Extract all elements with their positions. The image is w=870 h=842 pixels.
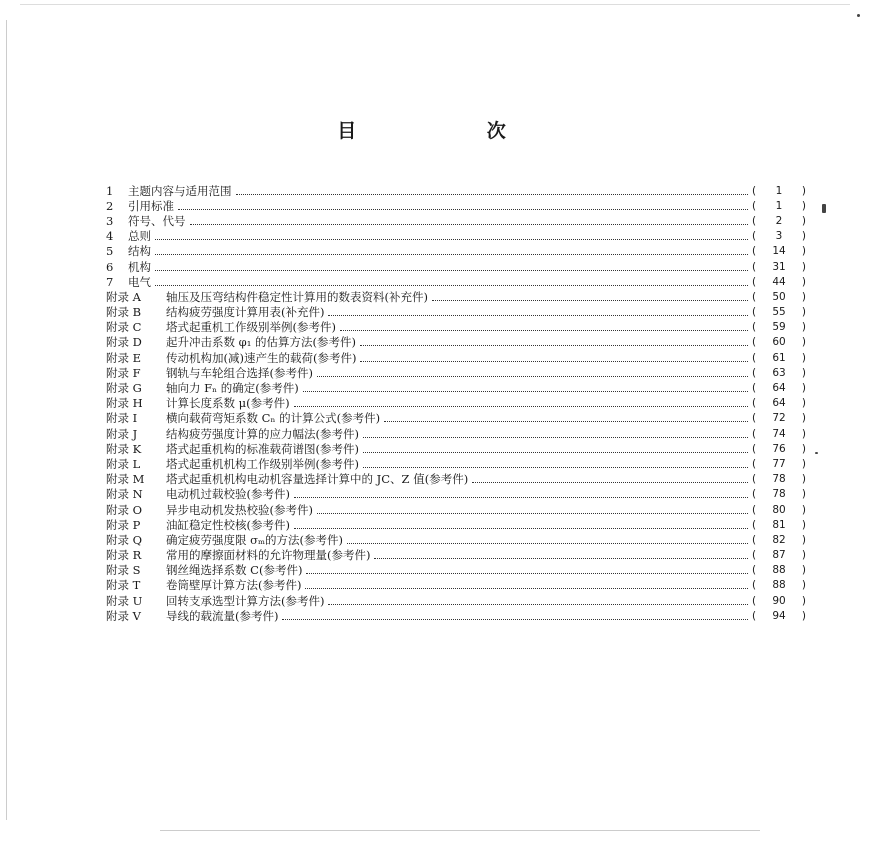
dot-leader [317,375,748,377]
page-paren-open: ( [752,473,757,486]
toc-entry-number: 附录 L [106,456,141,471]
toc-entry-page [752,261,806,273]
toc-entry-number: 附录 R [106,548,142,563]
toc-entry-title: 塔式起重机构的标准载荷谱图(参考件) [166,441,359,456]
toc-entry-page [752,488,806,500]
toc-entry-title: 电动机过载校验(参考件) [166,487,290,502]
dot-leader [305,587,748,589]
dot-leader [155,238,748,240]
toc-entry-title: 结构 [128,244,151,259]
page-paren-open: ( [752,594,757,607]
dot-leader [347,542,748,544]
toc-entry-number: 5 [106,244,114,259]
page-paren-open: ( [752,306,757,319]
page-paren-close: ) [801,336,806,349]
toc-entry-page [752,549,806,561]
dot-leader [303,390,748,392]
page-paren-close: ) [801,351,806,364]
page-paren-open: ( [752,351,757,364]
toc-entry-number: 7 [106,274,114,289]
toc-page-number: 74 [772,427,786,440]
page-title: 目 次 [337,120,568,142]
page-paren-open: ( [752,382,757,395]
table-of-contents [106,183,806,623]
dot-leader [155,253,748,255]
toc-entry[interactable] [106,593,806,608]
dot-leader [432,299,748,301]
page-paren-open: ( [752,199,757,212]
toc-entry-page [752,306,806,318]
dot-leader [328,603,748,605]
toc-entry-number: 附录 P [106,517,141,532]
toc-entry-title: 确定疲劳强度限 σₘ的方法(参考件) [166,532,344,547]
toc-page-number: 1 [775,184,783,197]
dot-leader [282,618,748,620]
page-paren-close: ) [801,321,806,334]
toc-entry-title: 钢丝绳选择系数 C(参考件) [166,563,303,578]
page-paren-close: ) [801,290,806,303]
toc-entry-number: 附录 J [106,426,138,441]
page-paren-open: ( [752,518,757,531]
toc-entry-title: 塔式起重机机构电动机容量选择计算中的 JC、Z 值(参考件) [166,472,469,487]
toc-entry-title: 电气 [128,274,151,289]
toc-entry-page [752,215,806,227]
scan-border-bottom [160,830,760,831]
dot-leader [360,360,748,362]
toc-entry-number: 4 [106,229,114,244]
toc-page-number: 77 [772,457,786,470]
toc-entry[interactable] [106,502,806,517]
page-paren-open: ( [752,336,757,349]
page-paren-close: ) [801,275,806,288]
toc-entry-number: 附录 B [106,305,142,320]
toc-page-number: 81 [772,518,786,531]
dot-leader [360,344,748,346]
toc-entry-number: 附录 T [106,578,141,593]
toc-entry[interactable] [106,305,806,320]
dot-leader [294,527,748,529]
toc-entry-number: 附录 M [106,472,145,487]
toc-entry-title: 计算长度系数 μ(参考件) [166,396,290,411]
toc-entry-number: 附录 Q [106,532,143,547]
page-paren-close: ) [801,199,806,212]
page-paren-open: ( [752,488,757,501]
toc-entry-title: 主题内容与适用范围 [128,183,232,198]
dot-leader [363,451,748,453]
dot-leader [155,284,748,286]
dot-leader [340,329,748,331]
toc-entry-number: 附录 V [106,608,141,623]
toc-entry-title: 结构疲劳强度计算的应力幅法(参考件) [166,426,359,441]
toc-entry-title: 机构 [128,259,151,274]
dot-leader [374,557,748,559]
toc-entry-page [752,595,806,607]
toc-entry-title: 横向载荷弯矩系数 Cₙ 的计算公式(参考件) [166,411,381,426]
toc-entry-title: 起升冲击系数 φ₁ 的估算方法(参考件) [166,335,356,350]
toc-page-number: 87 [772,549,786,562]
toc-page-number: 61 [772,351,786,364]
dot-leader [190,223,749,225]
toc-page-number: 78 [772,473,786,486]
page-paren-open: ( [752,397,757,410]
toc-entry[interactable] [106,517,806,532]
page-paren-open: ( [752,290,757,303]
page-paren-open: ( [752,503,757,516]
toc-page-number: 31 [772,260,786,273]
dot-leader [178,208,748,210]
toc-page-number: 90 [772,594,786,607]
page-paren-open: ( [752,609,757,622]
toc-entry-page [752,185,806,197]
toc-entry-page [752,473,806,485]
dot-leader [317,512,748,514]
toc-entry-title: 钢轨与车轮组合选择(参考件) [166,365,313,380]
toc-entry-page [752,276,806,288]
toc-entry[interactable] [106,229,806,244]
toc-page-number: 76 [772,442,786,455]
toc-entry-number: 2 [106,198,114,213]
toc-entry-number: 附录 K [106,441,142,456]
toc-entry-number: 附录 H [106,396,143,411]
dot-leader [328,314,748,316]
toc-page-number: 78 [772,488,786,501]
scan-speck [822,204,826,213]
dot-leader [155,269,748,271]
page-paren-close: ) [801,564,806,577]
toc-entry[interactable] [106,532,806,547]
toc-entry[interactable] [106,472,806,487]
dot-leader [294,405,748,407]
page-paren-close: ) [801,427,806,440]
toc-entry-number: 附录 O [106,502,143,517]
toc-entry-title: 轴向力 Fₙ 的确定(参考件) [166,381,299,396]
toc-entry-number: 附录 S [106,563,141,578]
toc-entry[interactable] [106,396,806,411]
page-paren-open: ( [752,533,757,546]
toc-page-number: 14 [772,245,786,258]
page-paren-close: ) [801,457,806,470]
toc-entry[interactable] [106,244,806,259]
toc-entry-title: 引用标准 [128,198,174,213]
toc-entry-page [752,504,806,516]
toc-entry-number: 附录 F [106,365,141,380]
toc-entry-title: 异步电动机发热校验(参考件) [166,502,313,517]
page-paren-close: ) [801,518,806,531]
toc-entry[interactable] [106,548,806,563]
toc-page-number: 63 [772,366,786,379]
toc-page-number: 64 [772,397,786,410]
dot-leader [306,572,748,574]
toc-entry-page [752,321,806,333]
toc-entry[interactable] [106,456,806,471]
toc-entry-title: 卷筒壁厚计算方法(参考件) [166,578,302,593]
toc-entry-number: 附录 U [106,593,143,608]
page-paren-open: ( [752,579,757,592]
page-paren-open: ( [752,442,757,455]
toc-entry-page [752,534,806,546]
toc-page-number: 94 [772,609,786,622]
toc-entry[interactable] [106,608,806,623]
toc-page-number: 72 [772,412,786,425]
toc-entry-page [752,412,806,424]
toc-page-number: 55 [772,306,786,319]
page-paren-close: ) [801,366,806,379]
toc-page-number: 88 [772,579,786,592]
toc-entry-number: 6 [106,259,114,274]
scan-speck [815,452,818,454]
toc-entry[interactable] [106,289,806,304]
dot-leader [363,436,748,438]
toc-entry-title: 塔式起重机工作级别举例(参考件) [166,320,336,335]
toc-page-number: 60 [772,336,786,349]
toc-entry-page [752,428,806,440]
page-paren-close: ) [801,609,806,622]
page-paren-open: ( [752,427,757,440]
toc-page-number: 88 [772,564,786,577]
toc-entry-page [752,382,806,394]
toc-entry-title: 结构疲劳强度计算用表(补充件) [166,305,325,320]
toc-entry-page [752,519,806,531]
toc-entry[interactable] [106,426,806,441]
dot-leader [472,481,748,483]
page-paren-open: ( [752,214,757,227]
toc-page-number: 2 [775,214,783,227]
page-paren-open: ( [752,260,757,273]
toc-entry-number: 附录 N [106,487,143,502]
page-paren-close: ) [801,579,806,592]
toc-entry-page [752,291,806,303]
toc-entry-number: 3 [106,213,114,228]
page-paren-close: ) [801,397,806,410]
toc-entry[interactable] [106,183,806,198]
toc-page-number: 59 [772,321,786,334]
toc-entry-title: 符号、代号 [128,213,186,228]
page-paren-close: ) [801,412,806,425]
page-paren-open: ( [752,245,757,258]
page-paren-close: ) [801,549,806,562]
toc-entry-title: 油缸稳定性校核(参考件) [166,517,290,532]
toc-page-number: 82 [772,533,786,546]
page-paren-close: ) [801,594,806,607]
toc-entry-number: 附录 D [106,335,142,350]
toc-entry[interactable] [106,441,806,456]
toc-entry[interactable] [106,213,806,228]
page-paren-close: ) [801,533,806,546]
toc-entry-title: 总则 [128,229,151,244]
toc-entry[interactable] [106,274,806,289]
toc-entry[interactable] [106,259,806,274]
page-paren-open: ( [752,564,757,577]
toc-entry-page [752,564,806,576]
toc-page-number: 50 [772,290,786,303]
page-paren-open: ( [752,366,757,379]
toc-entry-page [752,230,806,242]
toc-entry-title: 塔式起重机机构工作级别举例(参考件) [166,456,359,471]
toc-entry-number: 附录 E [106,350,142,365]
toc-entry-number: 附录 G [106,381,142,396]
toc-entry[interactable] [106,365,806,380]
toc-page-number: 64 [772,382,786,395]
page-paren-close: ) [801,503,806,516]
page-paren-close: ) [801,473,806,486]
page-paren-close: ) [801,442,806,455]
dot-leader [363,466,748,468]
toc-entry-page [752,200,806,212]
page-paren-close: ) [801,306,806,319]
dot-leader [384,420,748,422]
toc-entry-title: 回转支承选型计算方法(参考件) [166,593,325,608]
toc-entry-page [752,610,806,622]
toc-entry[interactable] [106,563,806,578]
page-paren-close: ) [801,488,806,501]
toc-entry-page [752,458,806,470]
dot-leader [294,496,748,498]
page-paren-close: ) [801,260,806,273]
toc-entry-title: 轴压及压弯结构件稳定性计算用的数表资料(补充件) [166,289,428,304]
toc-entry-page [752,367,806,379]
scan-border-top [20,4,850,5]
toc-entry-page [752,245,806,257]
toc-page-number: 3 [775,230,783,243]
toc-entry-title: 传动机构加(减)速产生的载荷(参考件) [166,350,357,365]
toc-page-number: 44 [772,275,786,288]
toc-entry[interactable] [106,335,806,350]
page-paren-close: ) [801,184,806,197]
toc-entry-number: 附录 A [106,289,141,304]
toc-entry-number: 附录 C [106,320,142,335]
toc-entry-page [752,579,806,591]
page-paren-open: ( [752,457,757,470]
page-paren-close: ) [801,245,806,258]
toc-page-number: 1 [775,199,783,212]
dot-leader [236,193,749,195]
toc-page-number: 80 [772,503,786,516]
scan-speck [857,14,860,17]
toc-entry-title: 常用的摩擦面材料的允许物理量(参考件) [166,548,371,563]
toc-entry-page [752,443,806,455]
page-paren-close: ) [801,382,806,395]
page-paren-close: ) [801,214,806,227]
page-paren-open: ( [752,321,757,334]
toc-entry[interactable] [106,487,806,502]
toc-entry[interactable] [106,578,806,593]
page-paren-open: ( [752,230,757,243]
page-paren-open: ( [752,549,757,562]
toc-entry-page [752,336,806,348]
toc-entry-number: 1 [106,183,114,198]
toc-entry[interactable] [106,350,806,365]
toc-entry[interactable] [106,411,806,426]
toc-entry-title: 导线的载流量(参考件) [166,608,279,623]
page-paren-open: ( [752,412,757,425]
toc-entry[interactable] [106,380,806,395]
toc-entry[interactable] [106,198,806,213]
page-paren-close: ) [801,230,806,243]
toc-entry[interactable] [106,320,806,335]
toc-entry-page [752,352,806,364]
page-paren-open: ( [752,275,757,288]
toc-entry-page [752,397,806,409]
toc-entry-number: 附录 I [106,411,138,426]
page-paren-open: ( [752,184,757,197]
